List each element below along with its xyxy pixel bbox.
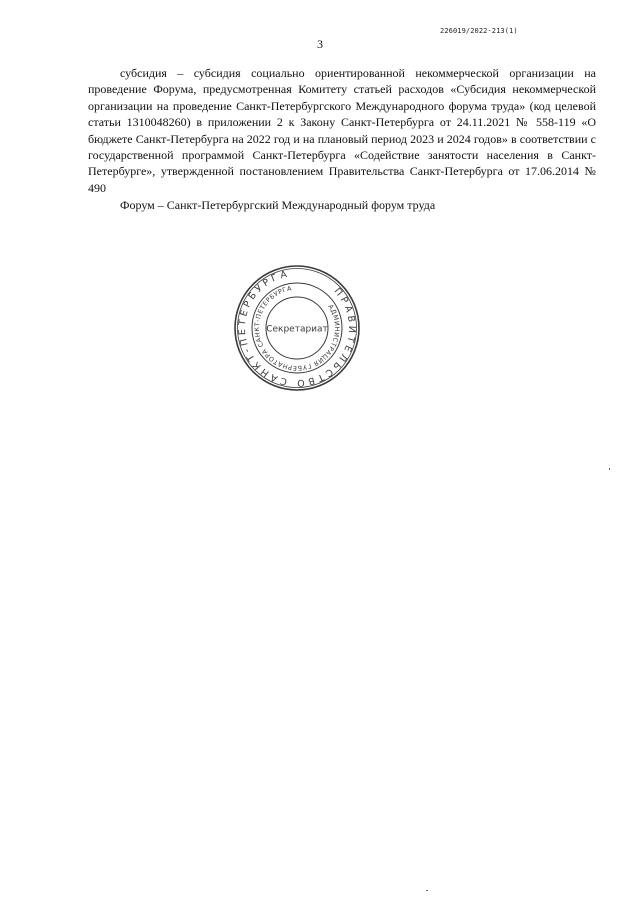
scan-artifact-mark [609,468,610,470]
seal-inner-text: АДМИНИСТРАЦИЯ ГУБЕРНАТОРА САНКТ-ПЕТЕРБУРГА [252,284,342,373]
page-number: 3 [317,37,323,51]
scan-artifact-mark [426,890,428,891]
official-seal-stamp [232,263,362,393]
definition-subsidy-paragraph: субсидия – субсидия социально ориентированной некоммерческой организации на проведение Форума, предусмотренная Комитету статьей расходов «Субсидия некоммерческой организации на проведение Санкт-Петербургского Международного форума труда» (код целевой статьи 1310048260) в приложении 2 к Закону Санкт-Петербурга от 24.11.2021 № 558-119 «О бюджете Санкт-Петербурга на 2022 год и на плановый период 2023 и 2024 годов» в соответствии с государственной программой Санкт-Петербурга «Содействие занятости населения в Санкт-Петербурге», утвержденной постановлением Правительства Санкт-Петербурга от 17.06.2014 № 490 [88,66,596,195]
registration-number: 226019/2022-213(1) [440,27,518,35]
seal-center-text: Секретариат [266,324,328,335]
definition-forum-paragraph: Форум – Санкт-Петербургский Международный форум труда [120,198,436,213]
seal-graphic [232,263,362,393]
seal-outer-text: ПРАВИТЕЛЬСТВО САНКТ-ПЕТЕРБУРГА [236,268,358,389]
document-body [88,65,596,214]
